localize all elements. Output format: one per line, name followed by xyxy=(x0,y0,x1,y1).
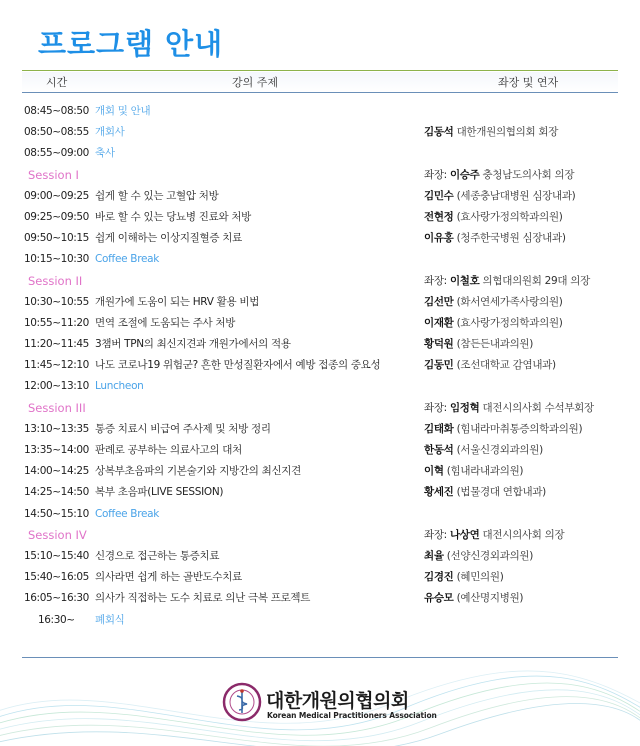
program-row xyxy=(0,610,640,631)
speaker-affiliation: (법물경대 연합내과) xyxy=(456,486,546,499)
speaker-name: 한동석 xyxy=(424,444,454,456)
time-slot: 15:40~16:05 xyxy=(24,571,89,584)
speaker-name: 전현정 xyxy=(424,210,454,223)
time-slot: 16:05~16:30 xyxy=(24,592,89,605)
speaker xyxy=(424,546,533,567)
speaker-name: 김선만 xyxy=(424,295,454,308)
lecture-title: 판례로 공부하는 의료사고의 대처 xyxy=(95,444,242,456)
speaker-affiliation: (세종충남대병원 심장내과) xyxy=(456,189,576,202)
speaker xyxy=(424,228,566,249)
speaker xyxy=(424,482,546,503)
time-slot: 09:00~09:25 xyxy=(24,189,89,202)
speaker xyxy=(424,419,582,440)
chair-name: 이승주 xyxy=(449,168,480,181)
lecture-title: 의사라면 쉽게 하는 골반도수치료 xyxy=(95,571,242,584)
organization-name: 대한개원의협의회 xyxy=(266,690,409,712)
session-row xyxy=(0,398,640,419)
time-slot: 10:30~10:55 xyxy=(24,295,89,308)
header-speaker: 좌장 및 연자 xyxy=(498,76,559,89)
lecture-title: 쉽게 할 수 있는 고혈압 처방 xyxy=(95,189,219,202)
speaker-affiliation: (참든든내과의원) xyxy=(456,338,534,351)
speaker-name: 최율 xyxy=(424,549,444,562)
organization-name-english: Korean Medical Practitioners Association xyxy=(267,711,437,720)
program-row xyxy=(0,461,640,482)
chair-affiliation: 의협대의원회 29대 의장 xyxy=(482,274,590,287)
header-topic: 강의 주제 xyxy=(232,76,279,89)
speaker-affiliation: (선양신경외과의원) xyxy=(446,549,534,562)
chair: 좌장: 나상연 대전시의사회 의장 xyxy=(424,528,565,541)
time-slot: 12:00~13:10 xyxy=(24,380,89,393)
program-row xyxy=(0,546,640,567)
speaker xyxy=(424,334,533,355)
speaker xyxy=(424,440,543,461)
header-time: 시간 xyxy=(46,76,68,89)
program-row xyxy=(0,207,640,228)
program-row xyxy=(0,355,640,376)
time-slot: 15:10~15:40 xyxy=(24,549,89,562)
time-slot: 16:30~ xyxy=(38,613,75,626)
speaker xyxy=(424,122,558,143)
speaker-name: 이혁 xyxy=(424,465,444,478)
time-slot: 10:55~11:20 xyxy=(24,316,89,329)
chair-name: 이철호 xyxy=(449,274,480,287)
speaker-affiliation: (조선대학교 감염내과) xyxy=(456,359,556,372)
speaker-affiliation: (힘내라내과의원) xyxy=(446,465,524,478)
speaker-affiliation: (서울신경외과의원) xyxy=(456,444,543,456)
page-title: 프로그램 안내 xyxy=(38,27,224,61)
speaker xyxy=(424,186,575,207)
session-row xyxy=(0,525,640,546)
speaker xyxy=(424,588,523,609)
speaker xyxy=(424,461,523,482)
program-row xyxy=(0,143,640,164)
lecture-title: 신경으로 접근하는 통증치료 xyxy=(95,549,220,562)
speaker xyxy=(424,207,563,228)
speaker-affiliation: (효사랑가정의학과의원) xyxy=(456,210,563,223)
program-row xyxy=(0,186,640,207)
program-row xyxy=(0,504,640,525)
lecture-title: 축사 xyxy=(95,147,115,160)
time-slot: 11:45~12:10 xyxy=(24,359,89,372)
lecture-title: 통증 치료시 비급여 주사제 및 처방 정리 xyxy=(95,422,271,435)
speaker-affiliation: (화서연세가족사랑의원) xyxy=(456,295,563,308)
program-row xyxy=(0,313,640,334)
program-row xyxy=(0,588,640,609)
time-slot: 09:25~09:50 xyxy=(24,210,89,223)
time-slot: 08:50~08:55 xyxy=(24,126,89,139)
chair-affiliation: 대전시의사회 수석부회장 xyxy=(482,401,594,414)
session-row xyxy=(0,165,640,186)
lecture-title: 쉽게 이해하는 이상지질혈증 치료 xyxy=(95,232,242,245)
lecture-title: 복부 초음파(LIVE SESSION) xyxy=(95,486,224,499)
speaker-affiliation: (청주한국병원 심장내과) xyxy=(456,232,566,245)
speaker-affiliation: (혜민의원) xyxy=(456,571,504,584)
program-row xyxy=(0,249,640,270)
speaker-name: 황덕원 xyxy=(424,338,454,351)
speaker xyxy=(424,292,563,313)
time-slot: 14:50~15:10 xyxy=(24,507,89,520)
session-label: Session II xyxy=(28,273,83,288)
chair-name: 나상연 xyxy=(449,528,480,541)
program-row xyxy=(0,440,640,461)
program-row xyxy=(0,419,640,440)
session-row xyxy=(0,271,640,292)
speaker-name: 김동석 xyxy=(424,126,454,139)
speaker-name: 황세진 xyxy=(424,486,454,499)
program-row xyxy=(0,482,640,503)
speaker-affiliation: 대한개원의협의회 회장 xyxy=(456,126,559,139)
time-slot: 13:35~14:00 xyxy=(24,444,89,456)
chair-name: 임정혁 xyxy=(449,401,480,414)
program-row xyxy=(0,376,640,397)
chair: 좌장: 이철호 의협대의원회 29대 의장 xyxy=(424,274,590,287)
lecture-title: 폐회식 xyxy=(95,613,125,626)
lecture-title: Coffee Break xyxy=(95,253,160,266)
lecture-title: 바로 할 수 있는 당뇨병 진료와 처방 xyxy=(95,210,252,223)
lecture-title: 3챔버 TPN의 최신지견과 개원가에서의 적용 xyxy=(95,338,291,351)
speaker-affiliation: (효사랑가정의학과의원) xyxy=(456,316,563,329)
program-row xyxy=(0,101,640,122)
chair: 좌장: 임정혁 대전시의사회 수석부회장 xyxy=(424,401,594,414)
time-slot: 08:45~08:50 xyxy=(24,105,89,117)
chair: 좌장: 이승주 충청남도의사회 의장 xyxy=(424,168,575,181)
chair-affiliation: 충청남도의사회 의장 xyxy=(482,168,575,181)
lecture-title: 상복부초음파의 기본술기와 지방간의 최신지견 xyxy=(95,465,301,478)
program-row xyxy=(0,292,640,313)
speaker-name: 김민수 xyxy=(424,189,454,202)
top-rule xyxy=(22,70,618,71)
speaker xyxy=(424,313,563,334)
time-slot: 14:00~14:25 xyxy=(24,465,89,478)
lecture-title: 개원가에 도움이 되는 HRV 활용 비법 xyxy=(95,295,260,308)
lecture-title: 나도 코로나19 위험군? 흔한 만성질환자에서 예방 접종의 중요성 xyxy=(95,359,381,372)
lecture-title: Luncheon xyxy=(95,380,144,393)
program-table xyxy=(0,101,640,631)
program-row xyxy=(0,334,640,355)
speaker xyxy=(424,567,504,588)
speaker-affiliation: (힘내라마취통증의학과의원) xyxy=(456,422,583,435)
speaker-name: 김동민 xyxy=(424,359,454,372)
time-slot: 08:55~09:00 xyxy=(24,147,89,160)
speaker-name: 유승모 xyxy=(424,592,454,605)
time-slot: 09:50~10:15 xyxy=(24,232,89,245)
speaker xyxy=(424,355,556,376)
time-slot: 14:25~14:50 xyxy=(24,486,89,499)
speaker-name: 이재환 xyxy=(424,316,454,329)
session-label: Session IV xyxy=(28,527,87,542)
lecture-title: 개회 및 안내 xyxy=(95,105,151,117)
speaker-name: 이유홍 xyxy=(424,232,454,245)
lecture-title: 면역 조절에 도움되는 주사 처방 xyxy=(95,316,236,329)
session-label: Session III xyxy=(28,400,86,415)
lecture-title: 개회사 xyxy=(95,126,125,139)
speaker-affiliation: (예산명지병원) xyxy=(456,592,524,605)
lecture-title: Coffee Break xyxy=(95,507,160,520)
lecture-title: 의사가 직접하는 도수 치료로 의난 극복 프로젝트 xyxy=(95,592,311,605)
program-row xyxy=(0,228,640,249)
time-slot: 10:15~10:30 xyxy=(24,253,89,266)
program-row xyxy=(0,567,640,588)
association-logo xyxy=(222,682,262,722)
session-label: Session I xyxy=(28,167,79,182)
chair-affiliation: 대전시의사회 의장 xyxy=(482,528,565,541)
speaker-name: 김태화 xyxy=(424,422,454,435)
time-slot: 13:10~13:35 xyxy=(24,422,89,435)
program-row xyxy=(0,122,640,143)
time-slot: 11:20~11:45 xyxy=(24,338,89,351)
speaker-name: 김경진 xyxy=(424,571,454,584)
